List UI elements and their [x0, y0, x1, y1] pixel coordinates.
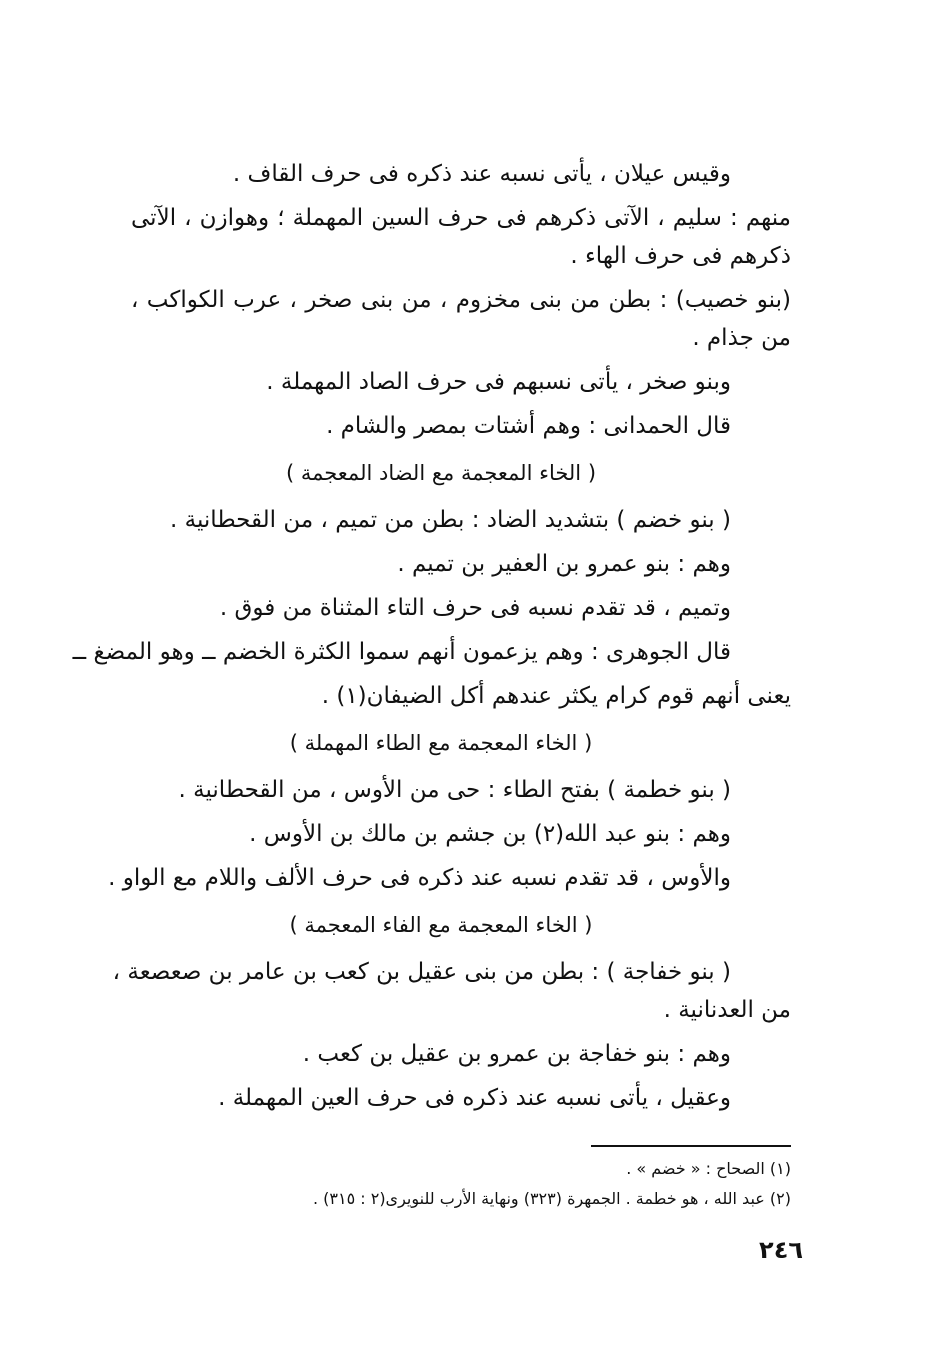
text-line: وهم : بنو عمرو بن العفير بن تميم . — [397, 551, 731, 577]
text-line: قال الحمدانى : وهم أشتات بمصر والشام . — [326, 413, 731, 439]
text-line: وعقيل ، يأتى نسبه عند ذكره فى حرف العين المهملة . — [218, 1085, 731, 1111]
text-line: ( بنو خطمة ) بفتح الطاء : حى من الأوس ، من القحطانية . — [178, 777, 731, 803]
text-line: وقيس عيلان ، يأتى نسبه عند ذكره فى حرف القاف . — [232, 161, 731, 187]
footnote-divider — [591, 1145, 791, 1147]
text-line: وتميم ، قد تقدم نسبه فى حرف التاء المثناة من فوق . — [219, 595, 731, 621]
page-number: ٢٤٦ — [759, 1236, 803, 1264]
text-line: منهم : سليم ، الآتى ذكرهم فى حرف السين المهملة ؛ وهوازن ، الآتى — [131, 205, 791, 231]
section-heading: ( الخاء المعجمة مع الفاء المعجمة ) — [289, 913, 593, 937]
footnote: (٢) عبد الله ، هو خطمة . الجمهرة (٣٢٣) ونهاية الأرب للنويرى(٢ : ٣١٥) . — [312, 1189, 791, 1208]
text-line: ( بنو خضم ) بتشديد الضاد : بطن من تميم ، من القحطانية . — [170, 507, 731, 533]
text-line: يعنى أنهم قوم كرام يكثر عندهم أكل الضيفان(١) . — [321, 683, 791, 709]
text-line: وبنو صخر ، يأتى نسبهم فى حرف الصاد المهملة . — [266, 369, 731, 395]
footnote: (١) الصحاح : « خضم » . — [626, 1159, 791, 1178]
section-heading: ( الخاء المعجمة مع الطاء المهملة ) — [289, 731, 593, 755]
main-text — [72, 152, 791, 1120]
section-heading: ( الخاء المعجمة مع الضاد المعجمة ) — [285, 461, 597, 485]
text-line: من جذام . — [692, 325, 791, 351]
text-line: ذكرهم فى حرف الهاء . — [570, 243, 791, 269]
text-line: قال الجوهرى : وهم يزعمون أنهم سموا الكثرة الخضم ــ وهو المضغ ــ — [72, 639, 731, 665]
text-line: (بنو خصيب) : بطن من بنى مخزوم ، من بنى صخر ، عرب الكواكب ، — [131, 287, 791, 313]
footnotes — [131, 1154, 791, 1214]
text-line: والأوس ، قد تقدم نسبه عند ذكره فى حرف الألف واللام مع الواو . — [108, 865, 731, 891]
text-line: ( بنو خفاجة ) : بطن من بنى عقيل بن كعب بن عامر بن صعصعة ، — [112, 959, 731, 985]
text-line: وهم : بنو عبد الله(٢) بن جشم بن مالك بن الأوس . — [249, 821, 731, 847]
text-line: وهم : بنو خفاجة بن عمرو بن عقيل بن كعب . — [302, 1041, 731, 1067]
text-line: من العدنانية . — [663, 997, 791, 1023]
